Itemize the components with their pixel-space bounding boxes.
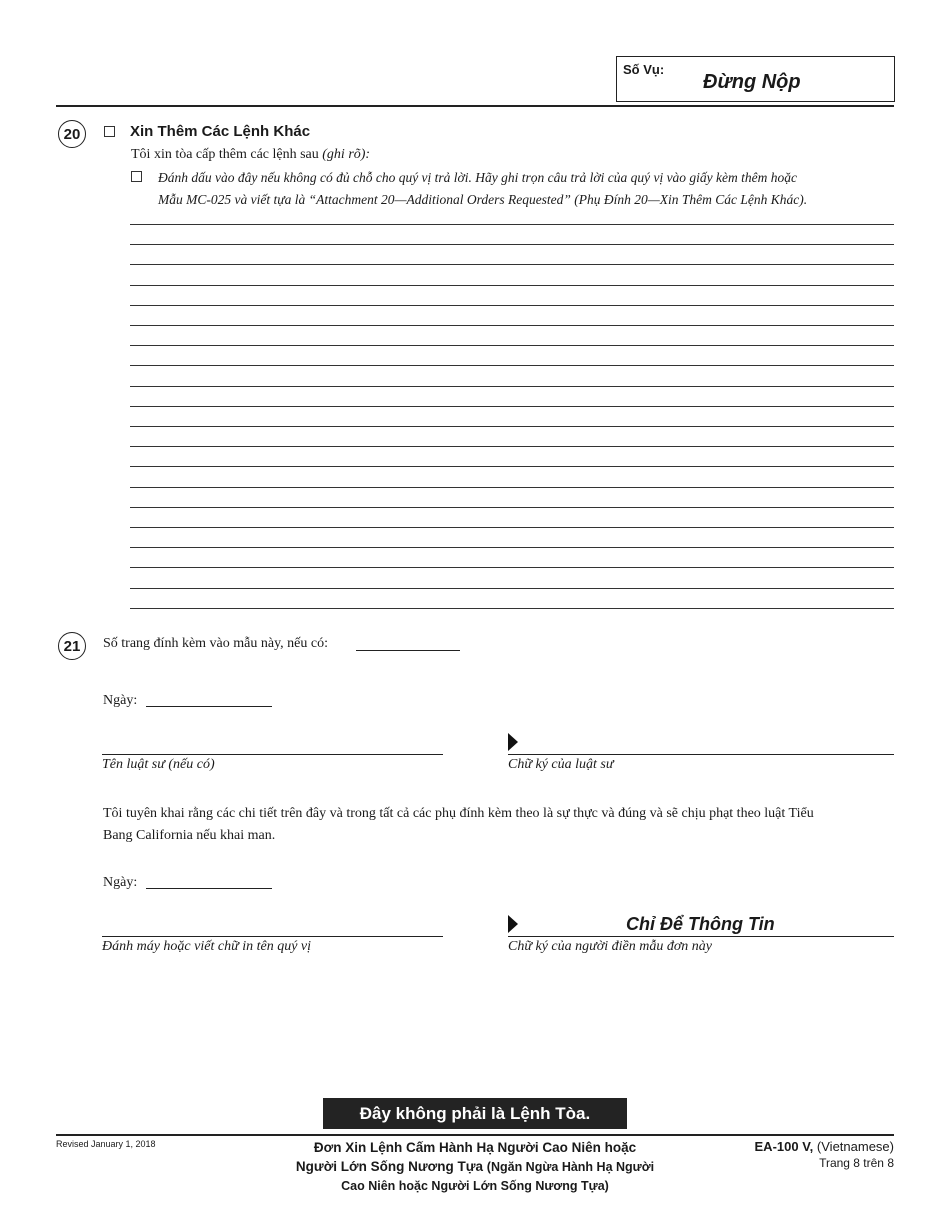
- sign-arrow-icon: [508, 733, 518, 751]
- answer-line[interactable]: [130, 406, 894, 407]
- answer-line[interactable]: [130, 466, 894, 467]
- not-court-order-banner: Đây không phải là Lệnh Tòa.: [323, 1098, 627, 1129]
- declaration-line-2: Bang California nếu khai man.: [103, 828, 276, 843]
- filer-signature-value[interactable]: Chỉ Để Thông Tin: [626, 914, 775, 934]
- answer-line[interactable]: [130, 285, 894, 286]
- attachment-line-2: Mẫu MC-025 và viết tựa là “Attachment 20—Additional Orders Requested” (Phụ Đính 20—Xin Thêm Các Lệnh Khác).: [158, 192, 808, 207]
- answer-line[interactable]: [130, 507, 894, 508]
- form-title-line-1: Đơn Xin Lệnh Cấm Hành Hạ Người Cao Niên hoặc: [313, 1140, 637, 1155]
- answer-line[interactable]: [130, 386, 894, 387]
- answer-line[interactable]: [130, 608, 894, 609]
- form-language: (Vietnamese): [816, 1139, 894, 1154]
- form-title-line-3: Cao Niên hoặc Người Lớn Sống Nương Tựa): [341, 1179, 609, 1193]
- form-id: EA-100 V,: [754, 1139, 814, 1154]
- answer-line[interactable]: [130, 487, 894, 488]
- answer-line[interactable]: [130, 588, 894, 589]
- case-number-box: [616, 56, 895, 102]
- page-info: Trang 8 trên 8: [819, 1156, 894, 1170]
- answer-line[interactable]: [130, 365, 894, 366]
- attorney-date-label: Ngày:: [103, 693, 138, 708]
- answer-line[interactable]: [130, 224, 894, 225]
- intro-text: Tôi xin tòa cấp thêm các lệnh sau: [131, 147, 319, 162]
- attorney-date-field[interactable]: [146, 706, 272, 707]
- answer-line[interactable]: [130, 547, 894, 548]
- answer-line[interactable]: [130, 345, 894, 346]
- answer-line[interactable]: [130, 567, 894, 568]
- pages-attached-label: Số trang đính kèm vào mẫu này, nếu có:: [103, 636, 328, 651]
- answer-line[interactable]: [130, 264, 894, 265]
- form-title-line-2a: Người Lớn Sống Nương Tựa: [295, 1159, 484, 1174]
- pages-attached-field[interactable]: [356, 650, 460, 651]
- filer-name-field[interactable]: [102, 936, 443, 937]
- answer-line[interactable]: [130, 527, 894, 528]
- sign-arrow-icon: [508, 915, 518, 933]
- attachment-checkbox[interactable]: [131, 171, 142, 182]
- form-title-line-2: [255, 1157, 695, 1177]
- case-number-label: Số Vụ:: [623, 62, 665, 77]
- revised-date: Revised January 1, 2018: [56, 1139, 156, 1149]
- form-title-line-2b: (Ngăn Ngừa Hành Hạ Người: [486, 1160, 655, 1174]
- filer-name-caption: Đánh máy hoặc viết chữ in tên quý vị: [102, 939, 312, 954]
- attorney-name-caption: Tên luật sư (nếu có): [102, 757, 215, 772]
- item-number-21: 21: [58, 632, 86, 660]
- footer-divider: [56, 1134, 894, 1136]
- filer-signature-caption: Chữ ký của người điền mẫu đơn này: [508, 939, 713, 954]
- attorney-name-field[interactable]: [102, 754, 443, 755]
- section-20-title: Xin Thêm Các Lệnh Khác: [130, 123, 311, 140]
- intro-specify: (ghi rõ):: [322, 147, 371, 162]
- declaration-text: [103, 803, 814, 847]
- section-20-intro: [131, 147, 370, 163]
- attorney-signature-caption: Chữ ký của luật sư: [508, 757, 614, 772]
- attachment-line-1: Đánh dấu vào đây nếu không có đủ chỗ cho quý vị trả lời. Hãy ghi trọn câu trả lời của quý vị vào giấy kèm thêm hoặc: [158, 170, 798, 185]
- form-id-block: [755, 1139, 894, 1170]
- header-divider: [56, 105, 894, 107]
- item-number-20: 20: [58, 120, 86, 148]
- filer-date-field[interactable]: [146, 888, 272, 889]
- answer-line[interactable]: [130, 305, 894, 306]
- case-number-value[interactable]: Đừng Nộp: [703, 71, 801, 93]
- attorney-signature-field[interactable]: [508, 754, 894, 755]
- form-title: [255, 1138, 695, 1196]
- additional-orders-checkbox[interactable]: [104, 126, 115, 137]
- answer-line[interactable]: [130, 426, 894, 427]
- attachment-instructions: [158, 167, 807, 211]
- filer-date-label: Ngày:: [103, 875, 138, 890]
- answer-line[interactable]: [130, 325, 894, 326]
- answer-line[interactable]: [130, 446, 894, 447]
- answer-line[interactable]: [130, 244, 894, 245]
- filer-signature-field[interactable]: [508, 936, 894, 937]
- declaration-line-1: Tôi tuyên khai rằng các chi tiết trên đây và trong tất cả các phụ đính kèm theo là sự thực và đúng và sẽ chịu phạt theo luật Tiểu: [103, 806, 814, 821]
- form-id-line: [755, 1139, 894, 1154]
